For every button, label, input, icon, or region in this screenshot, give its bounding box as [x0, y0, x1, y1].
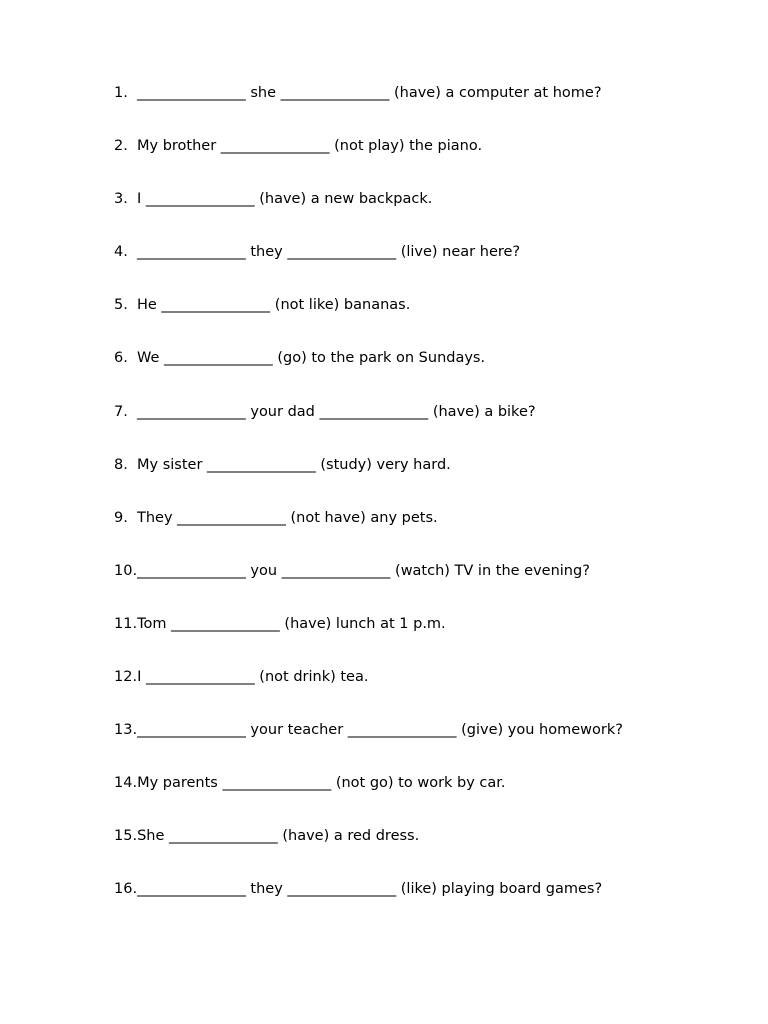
item-sentence: My sister _______________ (study) very hard. — [137, 456, 451, 473]
exercise-item — [114, 348, 734, 401]
item-number: 11. — [114, 615, 138, 632]
item-sentence: _______________ she _______________ (have) a computer at home? — [137, 85, 602, 101]
item-number: 6. — [114, 350, 128, 367]
exercise-item — [114, 508, 734, 561]
exercise-item — [114, 83, 734, 136]
item-sentence: _______________ they _______________ (like) playing board games? — [137, 881, 603, 898]
item-number: 3. — [114, 191, 128, 208]
exercise-item — [114, 189, 734, 242]
exercise-item — [114, 242, 734, 295]
item-sentence: _______________ your teacher _______________ (give) you homework? — [137, 722, 623, 739]
item-sentence: _______________ your dad _______________ (have) a bike? — [137, 403, 536, 420]
item-number: 16. — [114, 881, 138, 898]
exercise-item — [114, 455, 734, 508]
item-sentence: I _______________ (not drink) tea. — [137, 669, 369, 686]
item-sentence: He _______________ (not like) bananas. — [137, 297, 411, 314]
item-number: 4. — [114, 244, 128, 261]
exercise-item — [114, 402, 734, 455]
exercise-list — [114, 83, 734, 933]
item-number: 1. — [114, 85, 128, 101]
item-number: 2. — [114, 138, 128, 155]
item-sentence: _______________ you _______________ (watch) TV in the evening? — [137, 562, 590, 579]
exercise-item — [114, 720, 734, 773]
item-sentence: I _______________ (have) a new backpack. — [137, 191, 433, 208]
item-number: 15. — [114, 828, 138, 845]
item-sentence: My parents _______________ (not go) to work by car. — [137, 775, 506, 792]
exercise-item — [114, 136, 734, 189]
item-number: 8. — [114, 456, 128, 473]
exercise-item — [114, 773, 734, 826]
item-number: 13. — [114, 722, 138, 739]
item-number: 10. — [114, 562, 138, 579]
item-number: 12. — [114, 669, 138, 686]
item-number: 14. — [114, 775, 138, 792]
item-sentence: She _______________ (have) a red dress. — [137, 828, 420, 845]
exercise-item — [114, 667, 734, 720]
item-sentence: We _______________ (go) to the park on Sundays. — [137, 350, 486, 367]
item-number: 5. — [114, 297, 128, 314]
item-sentence: _______________ they _______________ (live) near here? — [137, 244, 521, 261]
item-sentence: My brother _______________ (not play) the piano. — [137, 138, 483, 155]
item-sentence: They _______________ (not have) any pets. — [137, 509, 438, 526]
exercise-item — [114, 295, 734, 348]
exercise-item — [114, 561, 734, 614]
exercise-item — [114, 614, 734, 667]
item-sentence: Tom _______________ (have) lunch at 1 p.m. — [137, 615, 446, 632]
exercise-item — [114, 826, 734, 879]
exercise-item — [114, 879, 734, 932]
item-number: 7. — [114, 403, 128, 420]
item-number: 9. — [114, 509, 128, 526]
